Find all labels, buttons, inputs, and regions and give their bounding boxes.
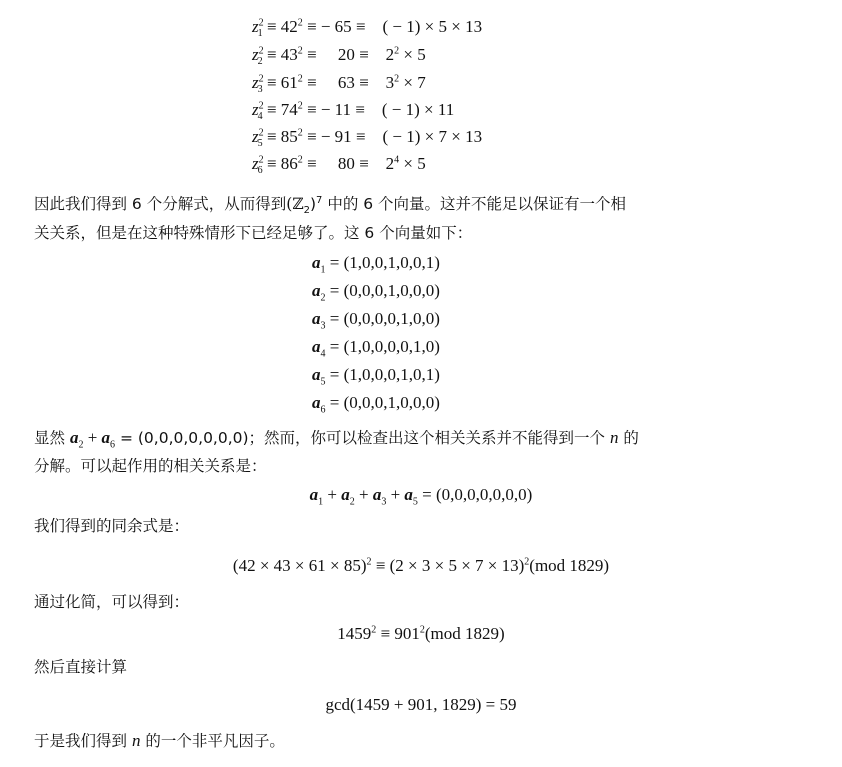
text: 的一个非平凡因子。 [140, 732, 285, 750]
subscript: 5 [320, 376, 326, 388]
congruence-row: $z^2_5 \equiv 85^2$ ≡ − 91 ≡ ( − 1) × 7 × 13 [252, 127, 483, 150]
vector-name: a [312, 281, 321, 300]
vector-name: a [312, 337, 321, 356]
text: 因此我们得到 6 个分解式，从而得到 [34, 195, 287, 213]
factor-exp: 2 [394, 73, 400, 85]
factorization: ( − 1) × 5 × 13 [382, 17, 483, 36]
var-z: z [252, 127, 259, 146]
text: 显然 [34, 429, 70, 447]
exponent: 7 [316, 194, 323, 206]
subscript: 1 [320, 264, 326, 276]
text: 于是我们得到 [34, 732, 132, 750]
vector-value: = (1,0,0,1,0,0,1) [325, 253, 440, 272]
base: 86 [280, 154, 298, 173]
vector-row [312, 281, 440, 304]
var-z: z [252, 100, 259, 119]
base: 74 [280, 100, 298, 119]
base: 85 [280, 127, 298, 146]
paragraph [34, 512, 189, 541]
var-z: z [252, 17, 259, 36]
congruence-row: $z^2_2 \equiv 43^2$ ≡ 20 ≡ $2^2 \times 5$ [252, 45, 426, 68]
value-b: ≡ 901 [376, 624, 420, 643]
paragraph [34, 588, 189, 617]
mid-value: 20 ≡ [337, 45, 369, 64]
vector-value: = (0,0,0,1,0,0,0) [325, 281, 440, 300]
congruence-row: $z^2_6 \equiv 86^2$ ≡ 80 ≡ $2^4 \times 5$ [252, 154, 426, 177]
exponent: 2 [371, 624, 377, 636]
text: 我们得到的同余式是： [34, 517, 190, 535]
factorization: ( − 1) × 7 × 13 [382, 127, 483, 146]
text: 通过化简，可以得到： [34, 593, 190, 611]
factor-rest: × 5 [399, 45, 426, 64]
text: = (0,0,0,0,0,0,0)；然而，你可以检查出这个相关关系并不能得到一个 [115, 429, 610, 447]
text: 关关系，但是在这种特殊情形下已经足够了。这 6 个向量如下： [34, 224, 473, 242]
vector-name: a [312, 309, 321, 328]
math-z: (ℤ [286, 195, 304, 213]
exponent: 2 [366, 556, 372, 568]
vector-row [312, 393, 440, 416]
text: 中的 6 个向量。这并不能足以保证有一个相 [322, 195, 627, 213]
vector-name: a [312, 365, 321, 384]
paragraph: 显然 $a_2 + a_6 = (0,0,0,0,0,0,0)$；然而，你可以检查出这个相关关系并不能得到一个 n 的 [34, 428, 639, 451]
text: 分解。可以起作用的相关关系是： [34, 457, 267, 475]
subscript: 2 [303, 205, 310, 217]
paragraph [34, 653, 127, 682]
congruence-row: $z^2_1 \equiv 42^2$ ≡ − 65 ≡ ( − 1) × 5 × 13 [252, 17, 483, 40]
factor-base: 3 [385, 73, 395, 92]
var-n: n [131, 731, 141, 750]
gcd-equation [0, 695, 842, 715]
paragraph [34, 726, 285, 756]
base: 43 [280, 45, 298, 64]
vector-value: = (1,0,0,0,0,1,0) [325, 337, 440, 356]
factor-rest: × 5 [399, 154, 426, 173]
vector-value: = (1,0,0,0,1,0,1) [325, 365, 440, 384]
mid-value: 80 ≡ [337, 154, 369, 173]
subscript: 2 [257, 56, 263, 68]
vector-value: = (0,0,0,1,0,0,0) [325, 393, 440, 412]
text: 然后直接计算 [34, 658, 128, 676]
subscript: 2 [320, 292, 326, 304]
congruence-row: $z^2_3 \equiv 61^2$ ≡ 63 ≡ $3^2 \times 7$ [252, 73, 426, 96]
factor-base: 2 [385, 154, 395, 173]
subscript: 1 [257, 28, 263, 40]
exponent: 2 [524, 556, 530, 568]
paragraph [34, 219, 472, 248]
paragraph: 因此我们得到 6 个分解式，从而得到(ℤ$_2$)$^7$ 中的 6 个向量。这并不能足以保证有一个相 [34, 194, 627, 217]
exponent: 2 [419, 624, 425, 636]
subscript: 3 [320, 320, 326, 332]
value-a: 1459 [337, 624, 372, 643]
expr-left: (42 × 43 × 61 × 85) [232, 556, 367, 575]
subscript: 4 [257, 111, 263, 123]
var-n: n [610, 428, 619, 447]
subscript: 6 [320, 404, 326, 416]
subscript: 4 [320, 348, 326, 360]
subscript: 5 [257, 138, 263, 150]
factor-exp: 4 [394, 154, 400, 166]
vector-row [312, 365, 440, 388]
factorization: ( − 1) × 11 [381, 100, 455, 119]
var-z: z [252, 45, 259, 64]
var-z: z [252, 154, 259, 173]
vector-value: = (0,0,0,0,1,0,0) [325, 309, 440, 328]
simplified-equation [0, 624, 842, 644]
vector-name: a [312, 253, 321, 272]
factor-base: 2 [385, 45, 395, 64]
relation-rhs: = (0,0,0,0,0,0,0) [417, 485, 533, 504]
mid-value: − 91 ≡ [320, 127, 366, 146]
factor-rest: × 7 [399, 73, 426, 92]
var-z: z [252, 73, 259, 92]
congruence-row: $z^2_4 \equiv 74^2$ ≡ − 11 ≡ ( − 1) × 11 [252, 100, 455, 123]
text: 的 [618, 429, 639, 447]
vector-name: a [312, 393, 321, 412]
factor-exp: 2 [394, 45, 400, 57]
expr-mid: ≡ (2 × 3 × 5 × 7 × 13) [371, 556, 525, 575]
base: 61 [280, 73, 298, 92]
base: 42 [280, 17, 298, 36]
modulus: (mod 1829) [529, 556, 610, 575]
paragraph [34, 452, 267, 481]
mid-value: 63 ≡ [337, 73, 369, 92]
mid-value: − 65 ≡ [320, 17, 366, 36]
modulus: (mod 1829) [424, 624, 505, 643]
relation-equation: $a_1 + a_2 + a_3 + a_5 = (0,0,0,0,0,0,0)$ [309, 485, 533, 508]
subscript: 3 [257, 84, 263, 96]
gcd-expression: gcd(1459 + 901, 1829) = 59 [325, 695, 517, 714]
vector-row [312, 309, 440, 332]
mid-value: − 11 ≡ [320, 100, 365, 119]
vector-row [312, 337, 440, 360]
subscript: 6 [257, 165, 263, 177]
congruence-equation [0, 556, 842, 576]
vector-row [312, 253, 440, 276]
